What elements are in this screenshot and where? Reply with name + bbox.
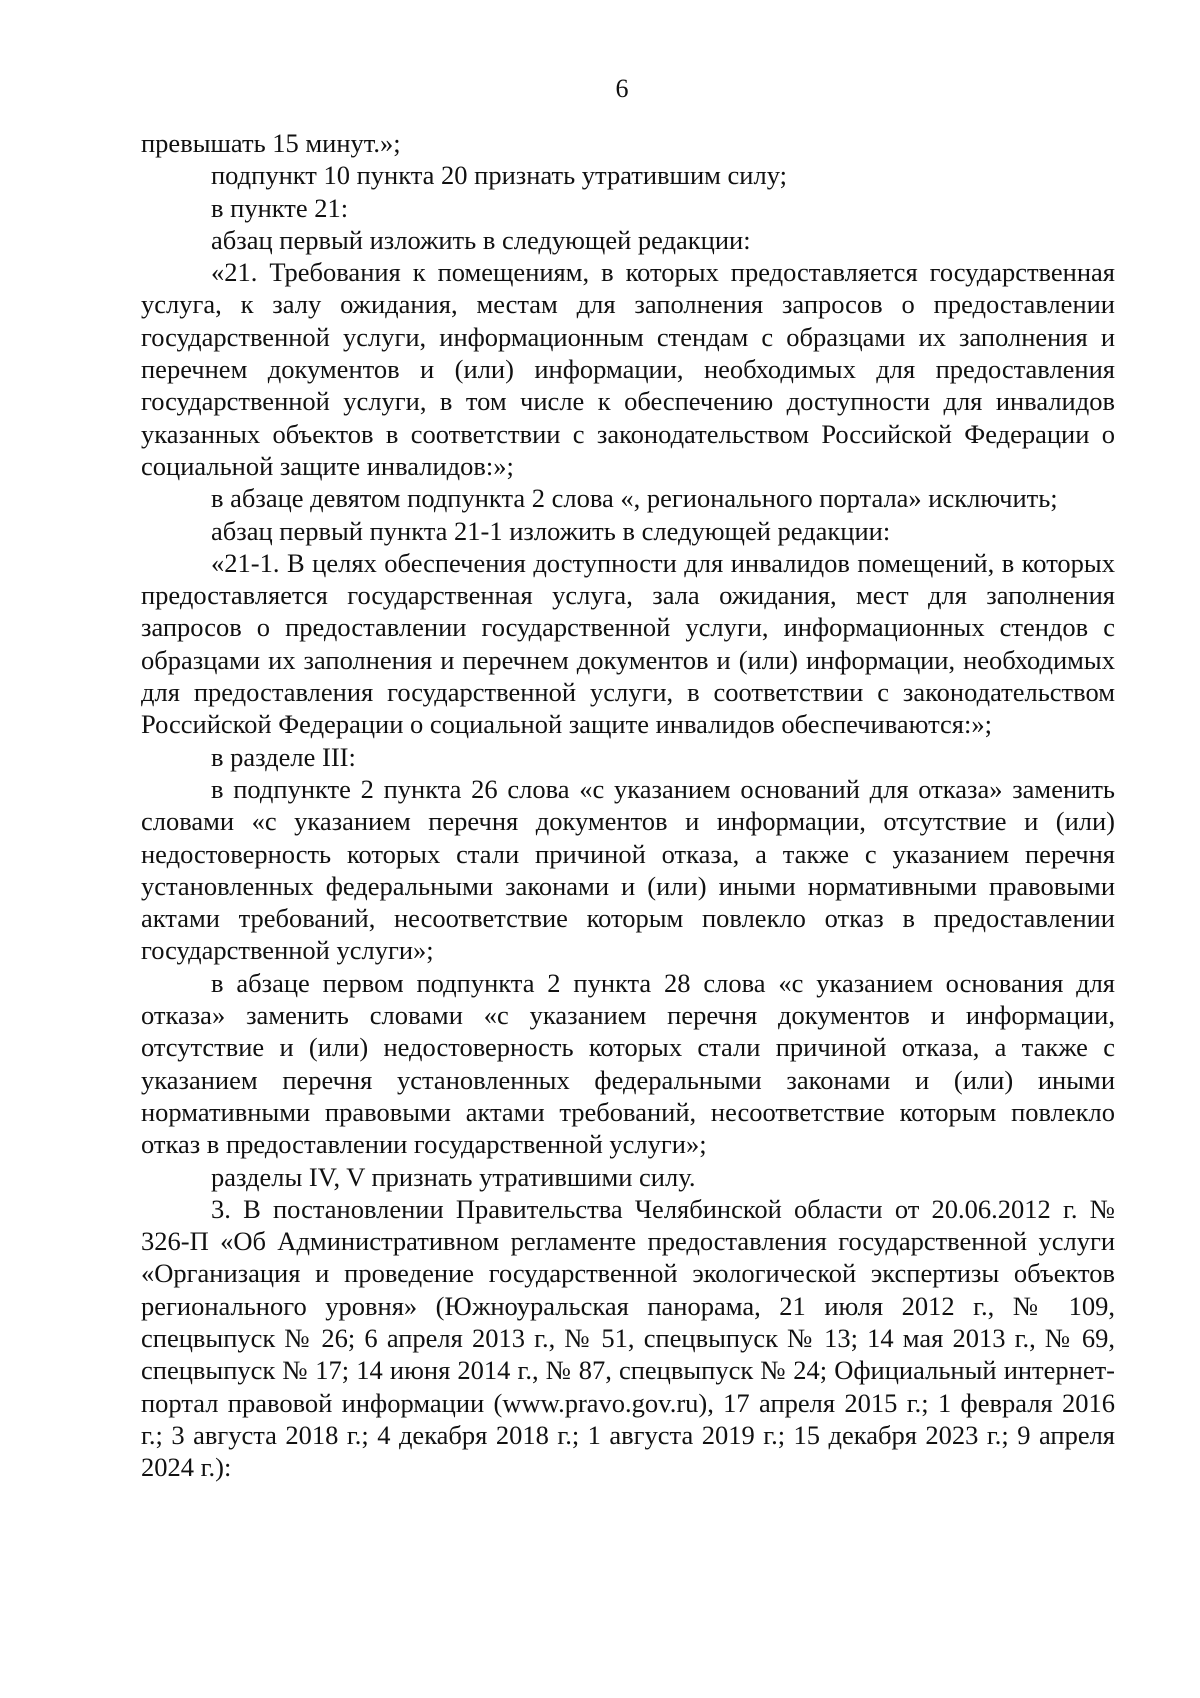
paragraph-item-3-resolution: 3. В постановлении Правительства Челябинской области от 20.06.2012 г. № 326-П «Об Административном регламенте предоставления государственной услуги «Организация и проведение государственной экологической экспертизы объектов регионального уровня» (Южноуральская панорама, 21 июля 2012 г., № 109, спецвыпуск № 26; 6 апреля 2013 г., № 51, спецвыпуск № 13; 14 мая 2013 г., № 69, спецвыпуск № 17; 14 июня 2014 г., № 87, спецвыпуск № 24; Официальный интернет-портал правовой информации (www.pravo.gov.ru), 17 апреля 2015 г.; 1 февраля 2016 г.; 3 августа 2018 г.; 4 декабря 2018 г.; 1 августа 2019 г.; 15 декабря 2023 г.; 9 апреля 2024 г.): [141, 1193, 1115, 1483]
paragraph-section-3-heading: в разделе III: [211, 741, 356, 772]
document-body [141, 127, 1115, 1483]
paragraph-point-21-text: «21. Требования к помещениям, в которых предоставляется государственная услуга, к залу ожидания, местам для заполнения запросов о предоставлении государственной услуги, информационным стендам с образцами их заполнения и перечнем документов и (или) информации, необходимых для предоставления государственной услуги, в том числе к обеспечению доступности для инвалидов указанных объектов в соответствии с законодательством Российской Федерации о социальной защите инвалидов:»; [141, 257, 1115, 481]
paragraph-point-21-1-edit: абзац первый пункта 21-1 изложить в следующей редакции: [211, 515, 891, 546]
paragraph-regional-portal-exclude: в абзаце девятом подпункта 2 слова «, регионального портала» исключить; [211, 483, 1058, 514]
paragraph-point-21-heading: в пункте 21: [211, 192, 349, 223]
paragraph-first-abzac-edit: абзац первый изложить в следующей редакции: [211, 224, 751, 255]
paragraph-point-21-1-text: «21-1. В целях обеспечения доступности для инвалидов помещений, в которых предоставляется государственная услуга, зала ожидания, мест для заполнения запросов о предоставлении государственной услуги, информационных стендов с образцами их заполнения и перечнем документов и (или) информации, необходимых для предоставления государственной услуги, в соответствии с законодательством Российской Федерации о социальной защите инвалидов обеспечиваются:»; [141, 547, 1115, 740]
paragraph-subpoint-10-repeal: подпункт 10 пункта 20 признать утратившим силу; [211, 160, 787, 191]
paragraph-continuation: превышать 15 минут.»; [141, 128, 401, 158]
page-number: 6 [615, 74, 629, 103]
paragraph-point-28-replace: в абзаце первом подпункта 2 пункта 28 слова «с указанием основания для отказа» заменить словами «с указанием перечня документов и информации, отсутствие и (или) недостоверность которых стали причиной отказа, а также с указанием перечня установленных федеральными законами и (или) иными нормативными правовыми актами требований, несоответствие которым повлекло отказ в предоставлении государственной услуги»; [141, 967, 1115, 1160]
paragraph-point-26-replace: в подпункте 2 пункта 26 слова «с указанием оснований для отказа» заменить словами «с указанием перечня документов и информации, отсутствие и (или) недостоверность которых стали причиной отказа, а также с указанием перечня установленных федеральными законами и (или) иными нормативными правовыми актами требований, несоответствие которым повлекло отказ в предоставлении государственной услуги»; [141, 773, 1115, 966]
paragraph-sections-4-5-repeal: разделы IV, V признать утратившими силу. [211, 1161, 696, 1192]
